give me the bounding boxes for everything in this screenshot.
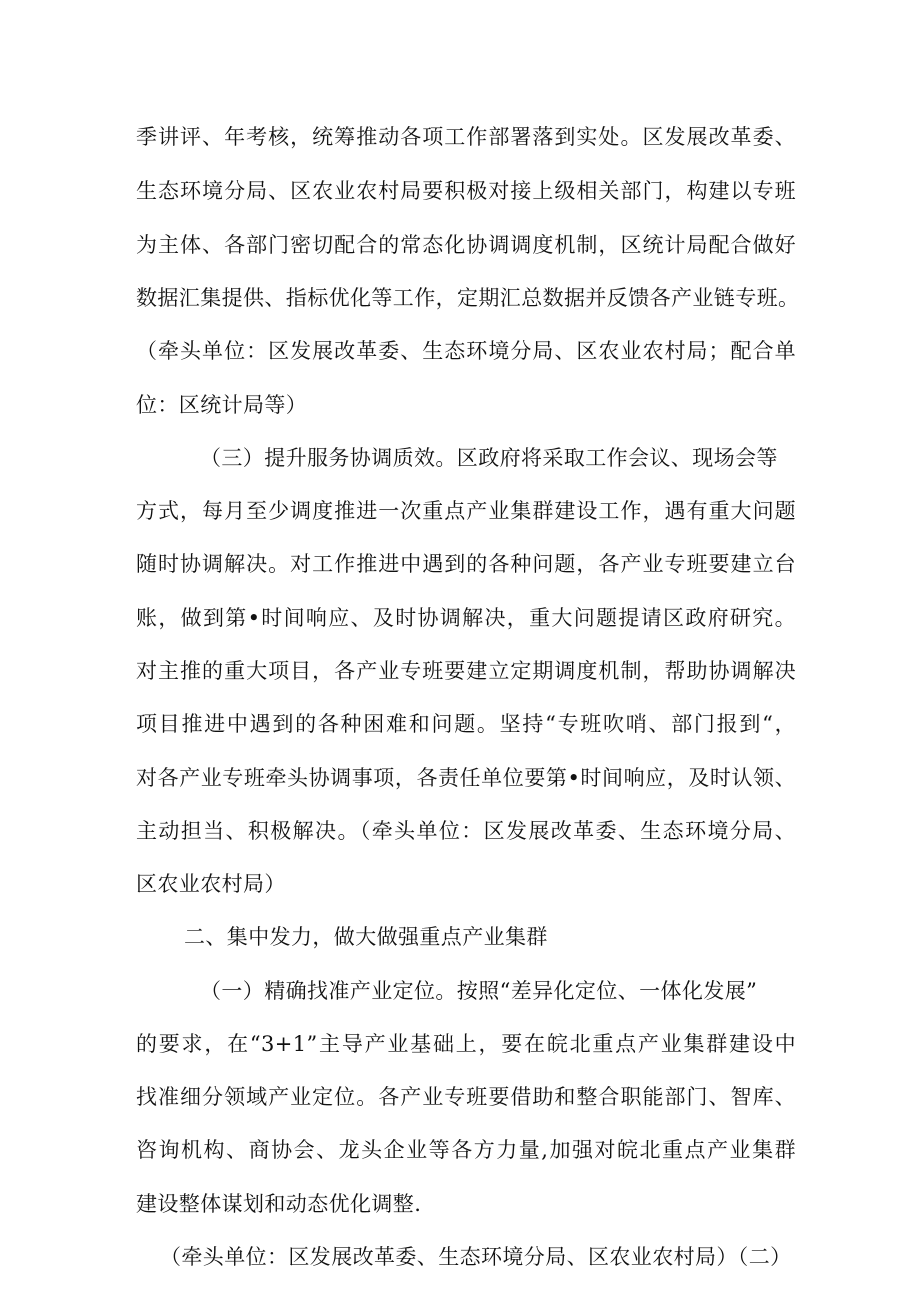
body-line-11: 对主推的重大项目，各产业专班要建立定期调度机制，帮助协调解决 <box>136 659 796 683</box>
body-line-22: （牵头单位：区发展改革委、生态环境分局、区农业农村局）（二） <box>160 1245 792 1269</box>
body-line-6: 位：区统计局等） <box>136 393 308 417</box>
body-line-20: 咨询机构、商协会、龙头企业等各方力量,加强对皖北重点产业集群 <box>136 1138 796 1162</box>
body-line-5: （牵头单位：区发展改革委、生态环境分局、区农业农村局；配合单 <box>136 339 796 363</box>
body-line-3: 为主体、各部门密切配合的常态化协调调度机制，区统计局配合做好 <box>136 233 796 257</box>
body-line-19: 找准细分领域产业定位。各产业专班要借助和整合职能部门、智库、 <box>136 1085 796 1109</box>
body-line-2: 生态环境分局、区农业农村局要积极对接上级相关部门，构建以专班 <box>136 179 796 203</box>
body-line-18: 的要求，在“3+1”主导产业基础上，要在皖北重点产业集群建设中 <box>136 1032 796 1056</box>
body-line-15: 区农业农村局） <box>136 872 286 896</box>
body-line-13: 对各产业专班牵头协调事项，各责任单位要第•时间响应，及时认领、 <box>136 766 796 790</box>
body-line-4: 数据汇集提供、指标优化等工作，定期汇总数据并反馈各产业链专班。 <box>136 286 800 310</box>
body-line-12: 项目推进中遇到的各种困难和问题。坚持“专班吹哨、部门报到“， <box>136 712 796 736</box>
body-line-8: 方式，每月至少调度推进一次重点产业集群建设工作，遇有重大问题 <box>136 499 796 523</box>
body-line-14: 主动担当、积极解决。（牵头单位：区发展改革委、生态环境分局、 <box>136 819 796 843</box>
body-line-9: 随时协调解决。对工作推进中遇到的各种问题，各产业专班要建立台 <box>136 552 796 576</box>
section-2-1-first-line: （一）精确找准产业定位。按照“差异化定位、一体化发展” <box>200 979 758 1003</box>
body-line-10: 账，做到第•时间响应、及时协调解决，重大问题提请区政府研究。 <box>136 606 796 630</box>
body-line-1: 季讲评、年考核，统筹推动各项工作部署落到实处。区发展改革委、 <box>136 125 796 149</box>
body-line-21: 建设整体谋划和动态优化调整. <box>136 1192 422 1216</box>
section-heading-2: 二、集中发力，做大做强重点产业集群 <box>184 925 548 949</box>
section-3-first-line: （三）提升服务协调质效。区政府将采取工作会议、现场会等 <box>200 446 778 470</box>
